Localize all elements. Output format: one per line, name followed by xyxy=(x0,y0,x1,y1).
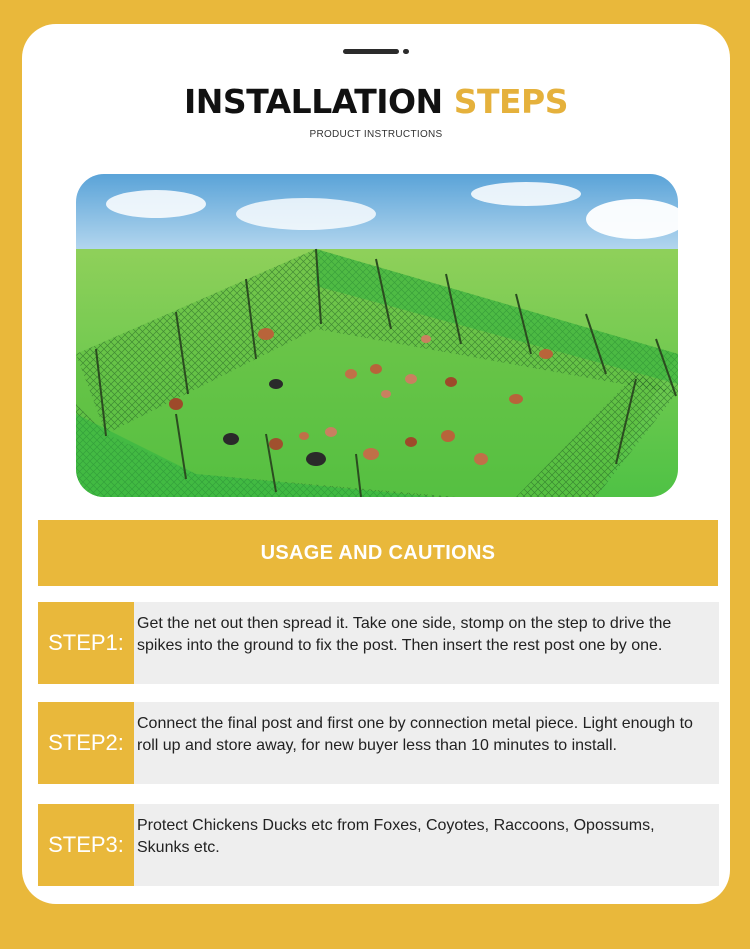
page-title xyxy=(22,82,730,121)
page-subtitle: PRODUCT INSTRUCTIONS xyxy=(309,129,443,140)
decorative-dash xyxy=(343,49,399,54)
step-row-2 xyxy=(38,702,719,784)
section-header-bar xyxy=(38,520,718,586)
step-label: STEP2: xyxy=(38,702,134,784)
title-word-steps: STEPS xyxy=(453,82,568,121)
title-word-installation: INSTALLATION xyxy=(184,82,443,121)
step-row-1 xyxy=(38,602,719,684)
chicken-fence-photo xyxy=(76,174,678,497)
step-text: Get the net out then spread it. Take one side, stomp on the step to drive the spikes into the ground to fix the post. Then insert the rest post one by one. xyxy=(137,615,672,654)
decorative-dot xyxy=(403,49,409,54)
step-row-3 xyxy=(38,804,719,886)
content-card xyxy=(22,24,730,904)
step-text: Protect Chickens Ducks etc from Foxes, Coyotes, Raccoons, Opossums, Skunks etc. xyxy=(137,817,655,856)
step-label: STEP3: xyxy=(38,804,134,886)
step-label: STEP1: xyxy=(38,602,134,684)
step-text: Connect the final post and first one by connection metal piece. Light enough to roll up and store away, for new buyer less than 10 minutes to install. xyxy=(137,715,693,754)
section-title: USAGE AND CAUTIONS xyxy=(260,541,496,564)
